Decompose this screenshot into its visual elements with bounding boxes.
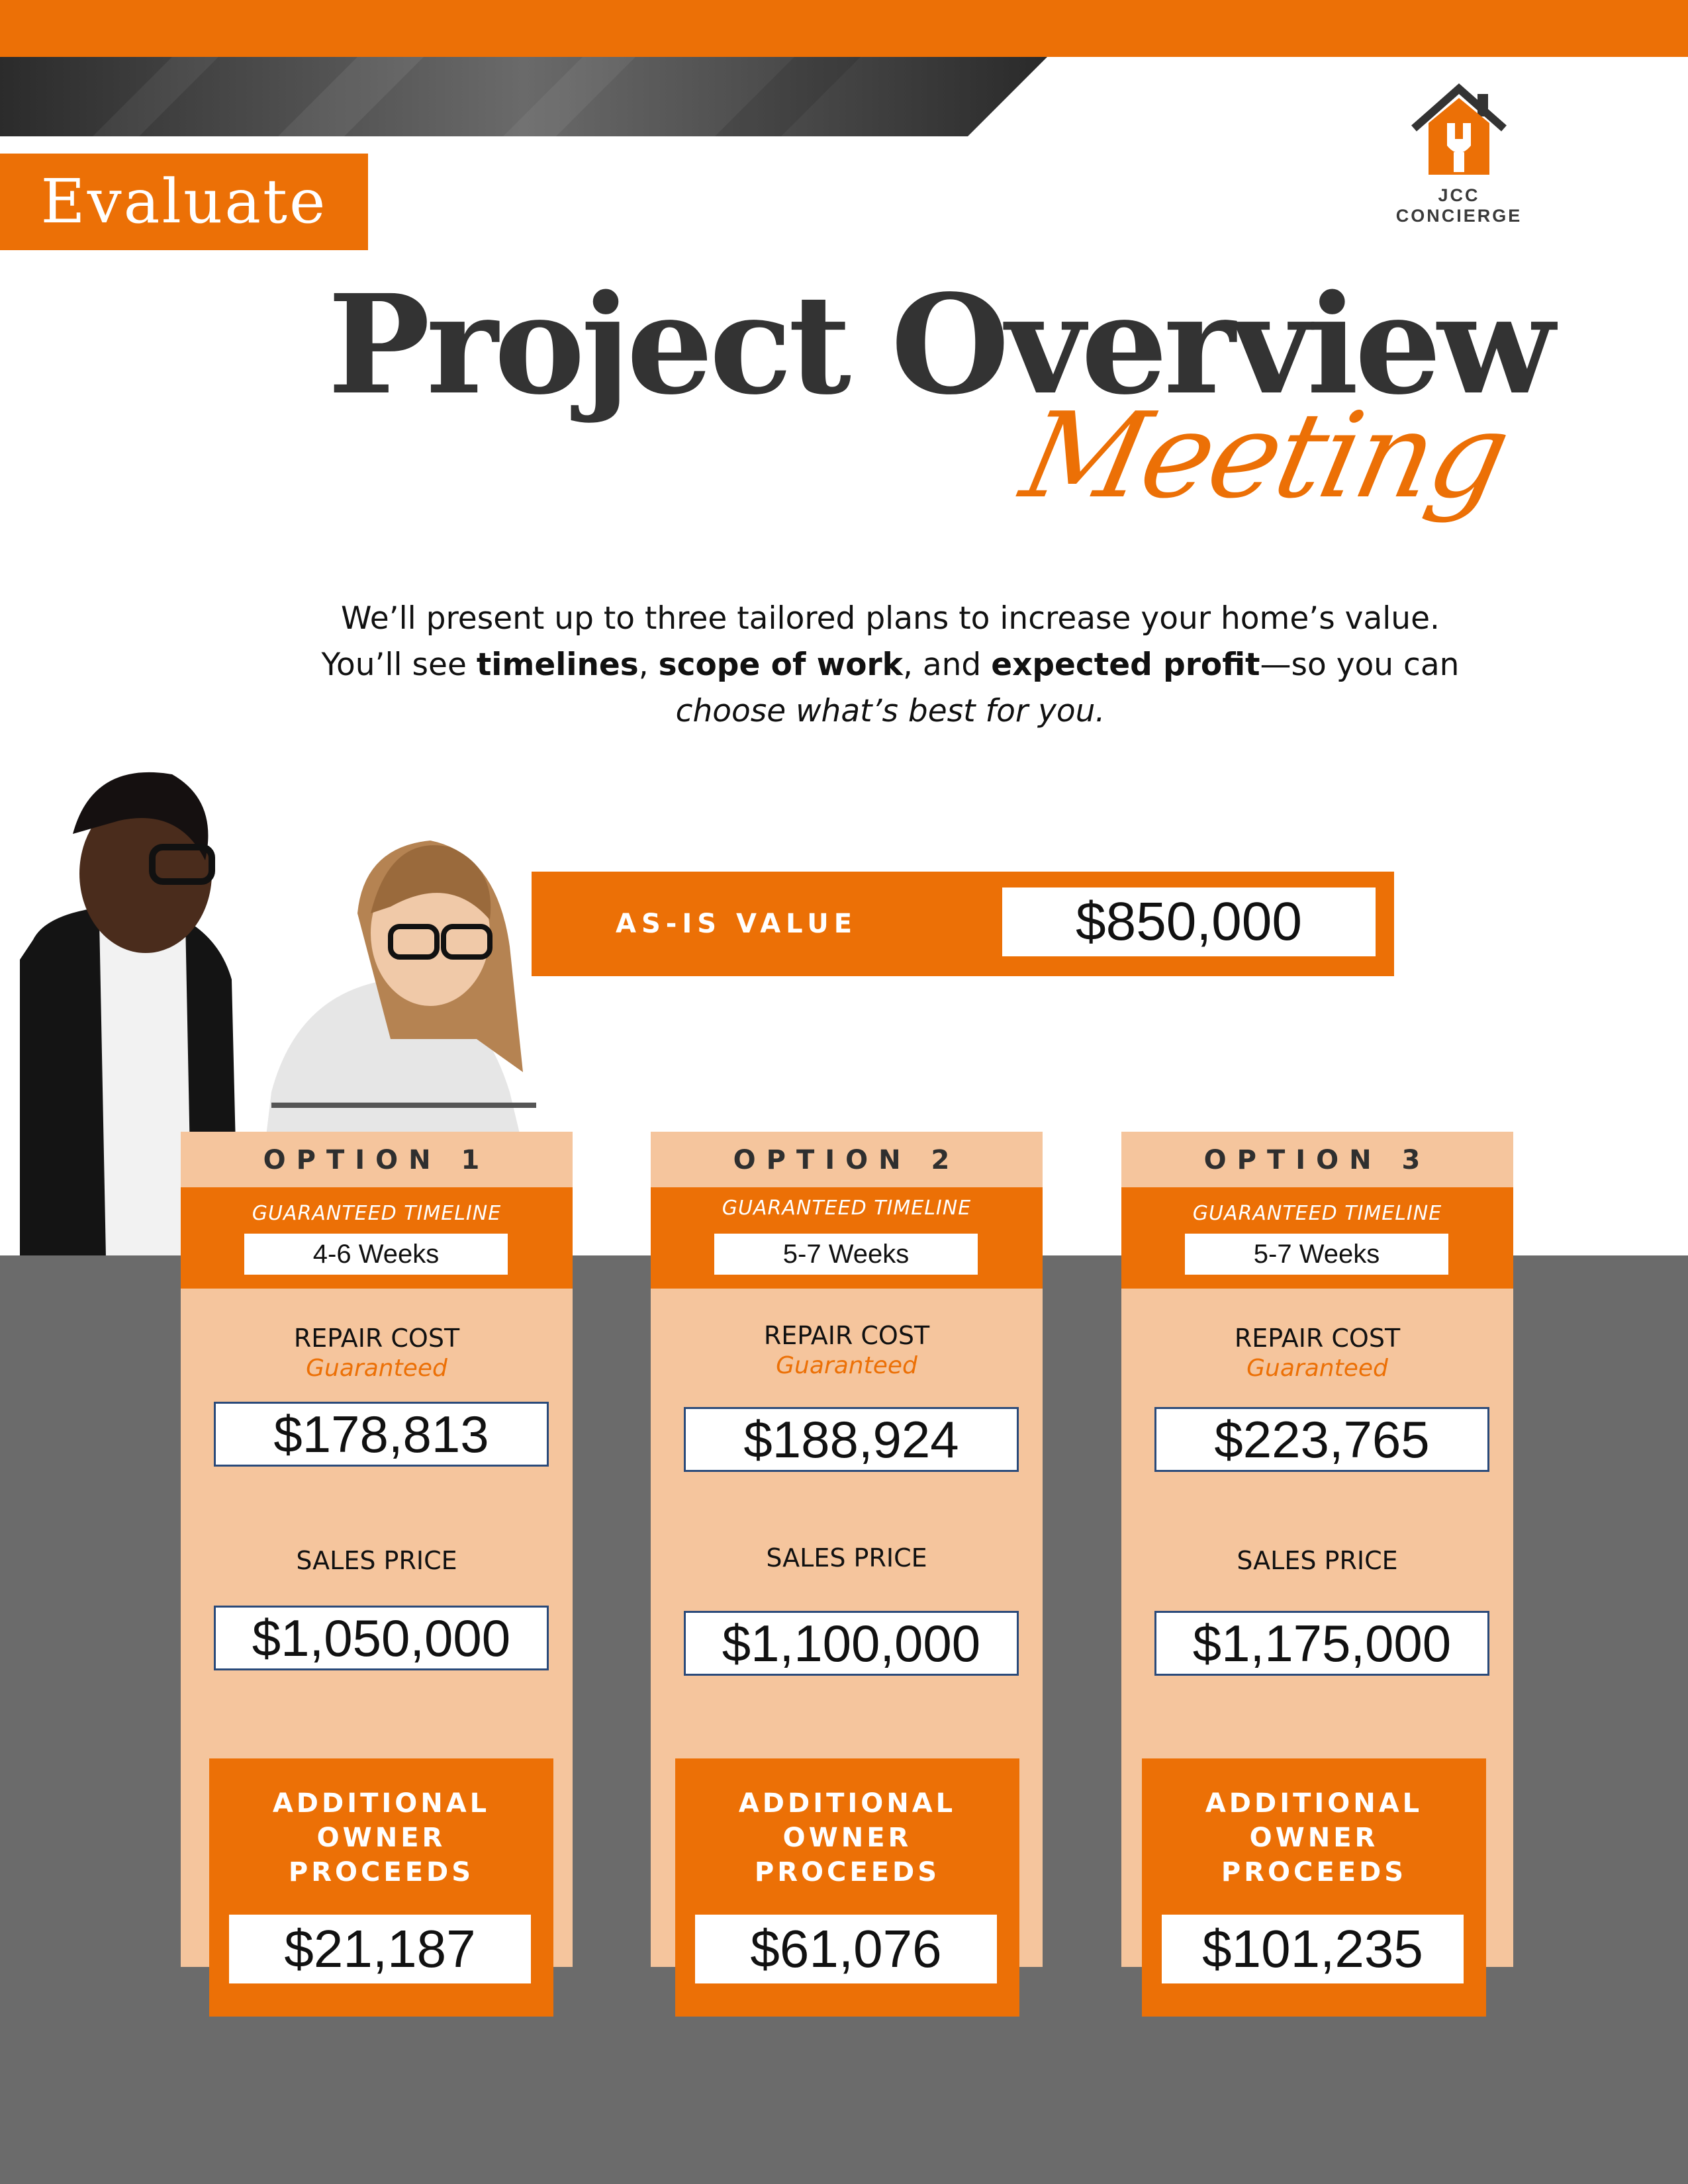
intro-paragraph <box>265 596 1516 735</box>
repair-cost-value: $188,924 <box>684 1407 1019 1472</box>
option-title: OPTION 1 <box>263 1145 491 1175</box>
intro-bold-timelines: timelines <box>476 647 639 683</box>
timeline-band <box>181 1187 573 1289</box>
sales-price-label: SALES PRICE <box>296 1546 457 1575</box>
page-title-script: Meeting <box>1011 387 1519 524</box>
proceeds-label <box>1142 1786 1486 1889</box>
house-wrench-icon <box>1406 82 1512 181</box>
proceeds-box-3 <box>1142 1758 1486 2017</box>
intro-text: You’ll see <box>321 647 477 683</box>
logo-text: JCC CONCIERGE <box>1395 185 1523 226</box>
timeline-label: GUARANTEED TIMELINE <box>1192 1202 1442 1225</box>
sales-price-value: $1,175,000 <box>1154 1611 1489 1676</box>
sales-price-value: $1,100,000 <box>684 1611 1019 1676</box>
intro-line-2 <box>265 642 1516 688</box>
timeline-value: 4-6 Weeks <box>244 1234 508 1275</box>
option-title: OPTION 2 <box>733 1145 961 1175</box>
proceeds-label <box>675 1786 1019 1889</box>
proceeds-label-line: OWNER <box>316 1823 446 1853</box>
top-accent-bar <box>0 0 1688 57</box>
intro-bold-profit: expected profit <box>991 647 1260 683</box>
proceeds-box-1 <box>209 1758 553 2017</box>
proceeds-value: $101,235 <box>1162 1915 1464 1983</box>
proceeds-label-line: PROCEEDS <box>288 1857 475 1888</box>
proceeds-label-line: ADDITIONAL <box>272 1788 491 1819</box>
repair-cost-value: $178,813 <box>214 1402 549 1467</box>
proceeds-value: $21,187 <box>229 1915 531 1983</box>
as-is-value: $850,000 <box>1002 887 1376 956</box>
page-title: Project Overview <box>328 265 1551 425</box>
proceeds-box-2 <box>675 1758 1019 2017</box>
sales-price-label: SALES PRICE <box>1237 1546 1398 1575</box>
timeline-band <box>1121 1187 1513 1289</box>
repair-cost-value: $223,765 <box>1154 1407 1489 1472</box>
sales-price-label: SALES PRICE <box>766 1543 927 1572</box>
timeline-value: 5-7 Weeks <box>714 1234 978 1275</box>
timeline-label: GUARANTEED TIMELINE <box>722 1197 972 1220</box>
evaluate-tag: Evaluate <box>0 154 368 250</box>
proceeds-label <box>209 1786 553 1889</box>
as-is-label: AS-IS VALUE <box>616 909 858 939</box>
intro-line-1: We’ll present up to three tailored plans to increase your home’s value. <box>341 600 1440 637</box>
repair-cost-label: REPAIR COST <box>293 1324 460 1353</box>
proceeds-label-line: OWNER <box>1249 1823 1379 1853</box>
as-is-value-bar <box>532 872 1394 976</box>
timeline-value: 5-7 Weeks <box>1185 1234 1448 1275</box>
repair-cost-label: REPAIR COST <box>763 1321 930 1350</box>
timeline-band <box>651 1187 1043 1289</box>
header-stripe-graphic <box>0 57 1047 136</box>
intro-text: , and <box>902 647 992 683</box>
intro-text: , <box>638 647 659 683</box>
proceeds-label-line: PROCEEDS <box>754 1857 941 1888</box>
sales-price-value: $1,050,000 <box>214 1606 549 1670</box>
repair-guaranteed-label: Guaranteed <box>1246 1355 1388 1382</box>
proceeds-label-line: ADDITIONAL <box>1205 1788 1423 1819</box>
proceeds-label-line: PROCEEDS <box>1221 1857 1407 1888</box>
intro-text: —so you can <box>1260 647 1460 683</box>
intro-bold-scope: scope of work <box>658 647 903 683</box>
proceeds-label-line: ADDITIONAL <box>738 1788 957 1819</box>
proceeds-value: $61,076 <box>695 1915 997 1983</box>
timeline-label: GUARANTEED TIMELINE <box>252 1202 502 1225</box>
intro-line-3 <box>265 688 1516 735</box>
company-logo <box>1373 82 1545 226</box>
repair-guaranteed-label: Guaranteed <box>306 1355 447 1382</box>
repair-cost-label: REPAIR COST <box>1234 1324 1401 1353</box>
intro-italic: choose what’s best for you. <box>675 693 1105 729</box>
repair-guaranteed-label: Guaranteed <box>776 1352 917 1379</box>
proceeds-label-line: OWNER <box>782 1823 912 1853</box>
option-title: OPTION 3 <box>1203 1145 1431 1175</box>
